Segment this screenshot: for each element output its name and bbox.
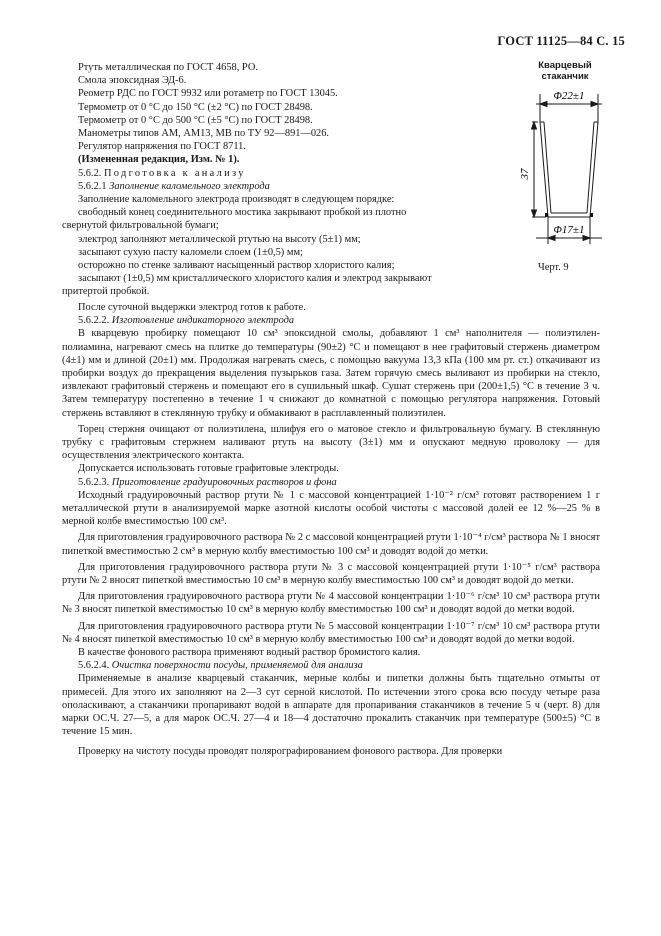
reagent-line: Смола эпоксидная ЭД-6. bbox=[78, 75, 187, 87]
reagent-line: Реометр РДС по ГОСТ 9932 или ротаметр по ГОСТ 13045. bbox=[78, 88, 338, 100]
section-heading-5-6-2-4 bbox=[62, 659, 600, 672]
paragraph: После суточной выдержки электрод готов к работе. bbox=[78, 302, 306, 313]
main-text bbox=[62, 301, 600, 758]
section-number: 5.6.2. bbox=[78, 167, 102, 179]
section-number: 5.6.2.2. bbox=[78, 315, 110, 327]
quartz-cup-drawing bbox=[510, 86, 620, 266]
figure-title: Кварцевый bbox=[538, 60, 592, 71]
section-title: Изготовление индикаторного электрода bbox=[111, 315, 295, 327]
quartz-cup-figure bbox=[510, 60, 620, 266]
figure-caption: Черт. 9 bbox=[538, 262, 569, 273]
section-heading-5-6-2-1 bbox=[62, 180, 502, 193]
reagent-line: Термометр от 0 °С до 150 °С (±2 °С) по ГОСТ 28498. bbox=[78, 101, 313, 113]
reagent-line: Термометр от 0 °С до 500 °С (±5 °С) по ГОСТ 28498. bbox=[78, 114, 313, 126]
paragraph: Для приготовления градуировочного раствора № 2 с массовой концентрацией ртути 1·10⁻⁴ г/см³ раствора № 1 вносят пипеткой вместимостью 2 см³ в мерную колбу вместимостью 100 см³ и доводят водой до метки. bbox=[62, 532, 600, 557]
calomel-step: свернутой фильтровальной бумаги; bbox=[62, 220, 219, 232]
paragraph: Для приготовления градуировочного раствора ртути № 4 массовой концентрации 1·10⁻⁶ г/см³ 10 см³ раствора ртути № 3 вносят пипеткой вместимостью 10 см³ в мерную колбу вместимостью 100 см³ и доводят водой до метки водой. bbox=[62, 591, 600, 616]
top-diameter-label: Φ22±1 bbox=[553, 90, 585, 102]
bottom-diameter-label: Φ17±1 bbox=[553, 224, 585, 236]
calomel-intro: Заполнение каломельного электрода производят в следующем порядке: bbox=[78, 194, 395, 206]
paragraph: Торец стержня очищают от полиэтилена, шлифуя его о матовое стекло и фильтровальную бумагу. В стеклянную трубку с графитовым стержнем наливают ртуть на высоту (3±1) мм и опускают медную проволоку — для осуществления электрического контакта. bbox=[62, 423, 600, 462]
calomel-step: электрод заполняют металлической ртутью на высоту (5±1) мм; bbox=[78, 233, 361, 245]
paragraph: В кварцевую пробирку помещают 10 см³ эпоксидной смолы, добавляют 1 см³ наполнителя — полиэтилен-полиамина, нагревают смесь на плитке до температуры (90±2) °С и помещают в нее графитовый стержень диаметром (4±1) мм и длиной (20±1) мм. Продолжая нагревать смесь, с помощью вакуума 13,3 кПа (100 мм рт. ст.) откачивают из пробирки воздух до прекращения выделения пузырьков газа. Затем горячую смесь выливают из пробирки на стекло, извлекают графитовый стержень и помещают его в сушильный шкаф. Сушат стержень при (200±1,5) °С в течение 3 ч. Затем температуру постепенно в течение 1 ч снижают до комнатной с помощью регулятора напряжения. Готовый стержень вставляют в стеклянную трубку и обмакивают в расплавленный полиэтилен. bbox=[62, 328, 600, 419]
section-heading-5-6-2 bbox=[62, 167, 502, 180]
reagents-list bbox=[62, 61, 502, 299]
paragraph: В качестве фонового раствора применяют водный раствор бромистого калия. bbox=[78, 647, 421, 659]
section-number: 5.6.2.3. bbox=[78, 476, 110, 488]
revision-note: (Измененная редакция, Изм. № 1). bbox=[78, 154, 240, 166]
section-number: 5.6.2.1 bbox=[78, 180, 107, 192]
calomel-step: засыпают (1±0,5) мм кристаллического хлористого калия и электрод закрывают bbox=[78, 273, 432, 285]
height-label: 37 bbox=[519, 168, 531, 180]
paragraph: Для приготовления градуировочного раствора ртути № 5 массовой концентрации 1·10⁻⁷ г/см³ 10 см³ раствора ртути № 4 вносят пипеткой вместимостью 10 см³ в мерную колбу вместимостью 100 см³ и доводят водой до метки водой. bbox=[62, 620, 600, 645]
calomel-step: свободный конец соединительного мостика закрывают пробкой из плотно bbox=[78, 207, 407, 219]
section-title: Приготовление градуировочных растворов и фона bbox=[111, 476, 337, 488]
paragraph: Допускается использовать готовые графитовые электроды. bbox=[78, 463, 339, 475]
page-header: ГОСТ 11125—84 С. 15 bbox=[497, 34, 625, 48]
section-title: Заполнение каломельного электрода bbox=[109, 180, 270, 192]
paragraph: Проверку на чистоту посуды проводят полярографированием фонового раствора. Для проверки bbox=[78, 745, 503, 757]
reagent-line: Регулятор напряжения по ГОСТ 8711. bbox=[78, 141, 246, 153]
section-number: 5.6.2.4. bbox=[78, 660, 110, 672]
reagent-line: Манометры типов АМ, АМ13, МВ по ТУ 92—891—026. bbox=[78, 128, 330, 140]
calomel-step: осторожно по стенке заливают насыщенный раствор хлористого калия; bbox=[78, 260, 395, 272]
figure-title: стаканчик bbox=[541, 71, 589, 82]
section-title: Очистка поверхности посуды, применяемой для анализа bbox=[111, 660, 363, 672]
calomel-step: засыпают сухую пасту каломели слоем (1±0,5) мм; bbox=[78, 246, 303, 258]
paragraph: Исходный градуировочный раствор ртути № 1 с массовой концентрацией 1·10⁻² г/см³ готовят растворением 1 г металлической ртути в анализируемой марке азотной кислоты особой чистоты с массовой долей ее 12 %—25 % в мерной колбе вместимостью 100 см³. bbox=[62, 489, 600, 528]
calomel-step: притертой пробкой. bbox=[62, 286, 150, 298]
reagent-line: Ртуть металлическая по ГОСТ 4658, РО. bbox=[78, 62, 258, 73]
paragraph: Применяемые в анализе кварцевый стаканчик, мерные колбы и пипетки должны быть тщательно отмыты от примесей. Для этого их заполняют на 2—3 сут серной кислотой. По истечении этого срока всю посуду четыре раза ополаскивают, а стаканчики пропаривают водой в аппарате для пропаривания стаканчиков в течение 5 ч (черт. 8) для марки ОС.Ч. 27—5, а для марок ОС.Ч. 27—4 и 18—4 достаточно прокалить стаканчик при температуре (500±5) °С в течение 15 мин. bbox=[62, 673, 600, 738]
section-heading-5-6-2-3 bbox=[62, 476, 600, 489]
section-title: Подготовка к анализу bbox=[104, 167, 246, 179]
paragraph: Для приготовления градуировочного раствора ртути № 3 с массовой концентрацией ртути 1·10⁻⁵ г/см³ раствора ртути № 2 вносят пипеткой вместимостью 10 см³ в мерную колбу вместимостью 100 см³ и доводят водой до метки. bbox=[62, 561, 600, 587]
section-heading-5-6-2-2 bbox=[62, 314, 600, 327]
